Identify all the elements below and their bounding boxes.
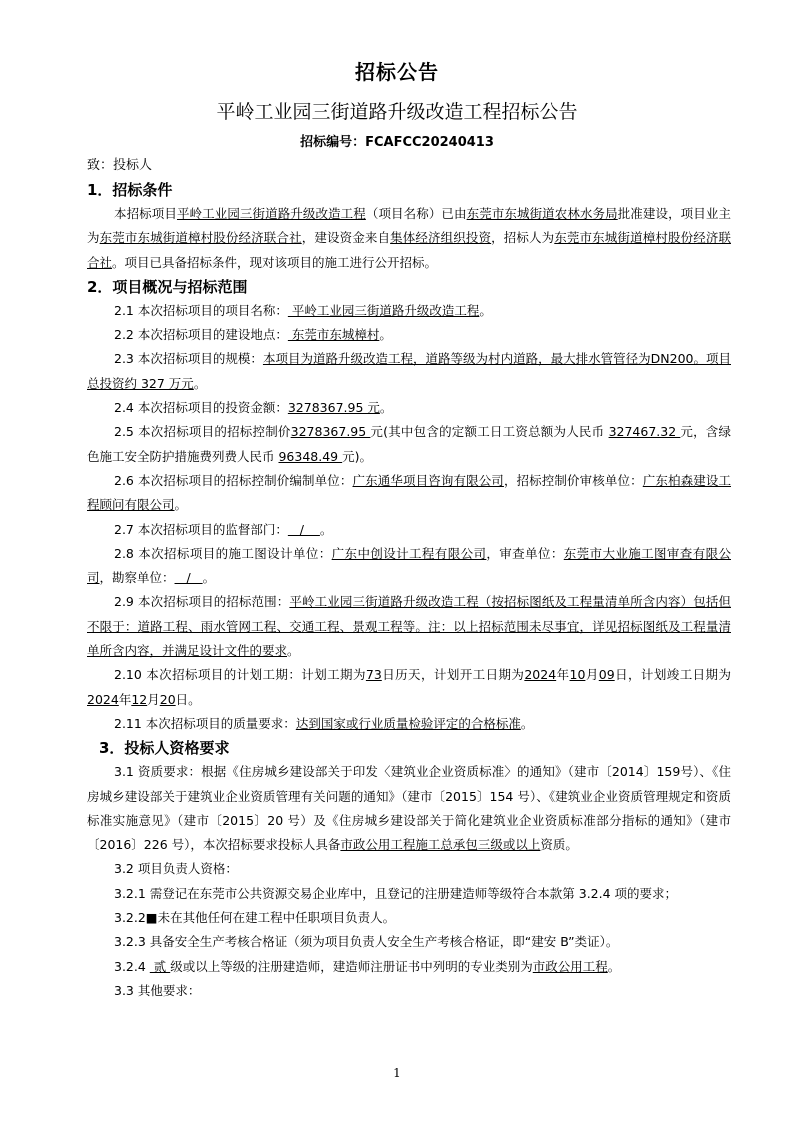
bid-number-value: FCAFCC20240413 [365,135,494,150]
project-name: 平岭工业园三街道路升级改造工程 [176,206,366,221]
item-2-3: 2.3 本次招标项目的规模：本项目为道路升级改造工程，道路等级为村内道路，最大排水管管径为DN200。项目总投资约 327 万元。 [87,351,731,391]
item-3-2-1: 3.2.1 需登记在东莞市公共资源交易企业库中，且登记的注册建造师等级符合本款第 3.2.4 项的要求； [114,885,678,901]
item-3-2-2: 3.2.2■未在其他任何在建工程中任职项目负责人。 [114,910,396,926]
section-2-heading: 2．项目概况与招标范围 [87,277,248,296]
item-2-2: 2.2 本次招标项目的建设地点： 东莞市东城樟村。 [114,327,392,343]
item-2-4: 2.4 本次招标项目的投资金额：3278367.95 元。 [114,400,393,416]
document-body [87,178,731,1003]
item-2-8: 2.8 本次招标项目的施工图设计单位：广东中创设计工程有限公司，审查单位：东莞市大业施工图审查有限公司，勘察单位： / 。 [87,545,731,586]
item-3-1: 3.1 资质要求：根据《住房城乡建设部关于印发〈建筑业企业资质标准〉的通知》（建市〔2014〕159号）、《住房城乡建设部关于建筑业企业资质管理有关问题的通知》（建市〔2015〕154 号）、《建筑业企业资质管理规定和资质标准实施意见》（建市〔2015〕20 号）及《住房城乡建设部关于简化建筑业企业资质标准部分指标的通知》（建市〔2016〕226 号），本次招标要求投标人具备市政公用工程施工总承包三级或以上资质。 [87,764,731,853]
section-1-heading: 1．招标条件 [87,181,173,199]
section-1-paragraph: 本招标项目平岭工业园三街道路升级改造工程（项目名称）已由东莞市东城街道农林水务局批准建设，项目业主为东莞市东城街道樟村股份经济联合社，建设资金来自集体经济组织投资，招标人为东莞市东城街道樟村股份经济联合社。项目已具备招标条件，现对该项目的施工进行公开招标。 [87,206,731,270]
item-2-9: 2.9 本次招标项目的招标范围：平岭工业园三街道路升级改造工程（按招标图纸及工程量清单所含内容）包括但不限于：道路工程、雨水管网工程、交通工程、景观工程等。注：以上招标范围未尽事宜，详见招标图纸及工程量清单所含内容，并满足设计文件的要求。 [87,594,731,659]
item-2-7: 2.7 本次招标项目的监督部门： / 。 [114,521,333,537]
item-2-1: 2.1 本次招标项目的项目名称： 平岭工业园三街道路升级改造工程。 [114,302,492,318]
item-2-6: 2.6 本次招标项目的招标控制价编制单位：广东通华项目咨询有限公司，招标控制价审核单位：广东柏森建设工程顾问有限公司。 [87,472,731,513]
item-3-3: 3.3 其他要求： [114,982,201,998]
item-3-2: 3.2 项目负责人资格： [114,861,238,877]
section-3-heading: 3．投标人资格要求 [99,739,230,758]
item-2-10: 2.10 本次招标项目的计划工期：计划工期为73日历天，计划开工日期为2024年10月09日，计划竣工日期为2024年12月20日。 [87,667,731,707]
bid-number [0,131,794,150]
funding: 集体经济组织投资 [390,230,492,246]
owner: 东莞市东城街道樟村股份经济联合社 [99,230,302,246]
item-2-5: 2.5 本次招标项目的招标控制价3278367.95 元(其中包含的定额工日工资总额为人民币 327467.32 元，含绿色施工安全防护措施费列费人民币 96348.49 元)。 [87,424,732,464]
salutation: 致：投标人 [87,158,153,173]
approver: 东莞市东城街道农林水务局 [466,206,618,221]
bid-number-label: 招标编号： [300,135,366,150]
item-3-2-3: 3.2.3 具备安全生产考核合格证（须为项目负责人安全生产考核合格证，即“建安 B”类证）。 [114,934,619,950]
document-title: 招标公告 [355,60,439,84]
item-2-11: 2.11 本次招标项目的质量要求：达到国家或行业质量检验评定的合格标准。 [114,715,534,731]
page-number: 1 [393,1066,401,1080]
item-3-2-4: 3.2.4 贰 级或以上等级的注册建造师，建造师注册证书中列明的专业类别为市政公用工程。 [114,958,621,974]
tenderer: 东莞市东城街道樟村股份经济联合社 [87,230,731,270]
document-subtitle: 平岭工业园三街道路升级改造工程招标公告 [216,101,578,123]
